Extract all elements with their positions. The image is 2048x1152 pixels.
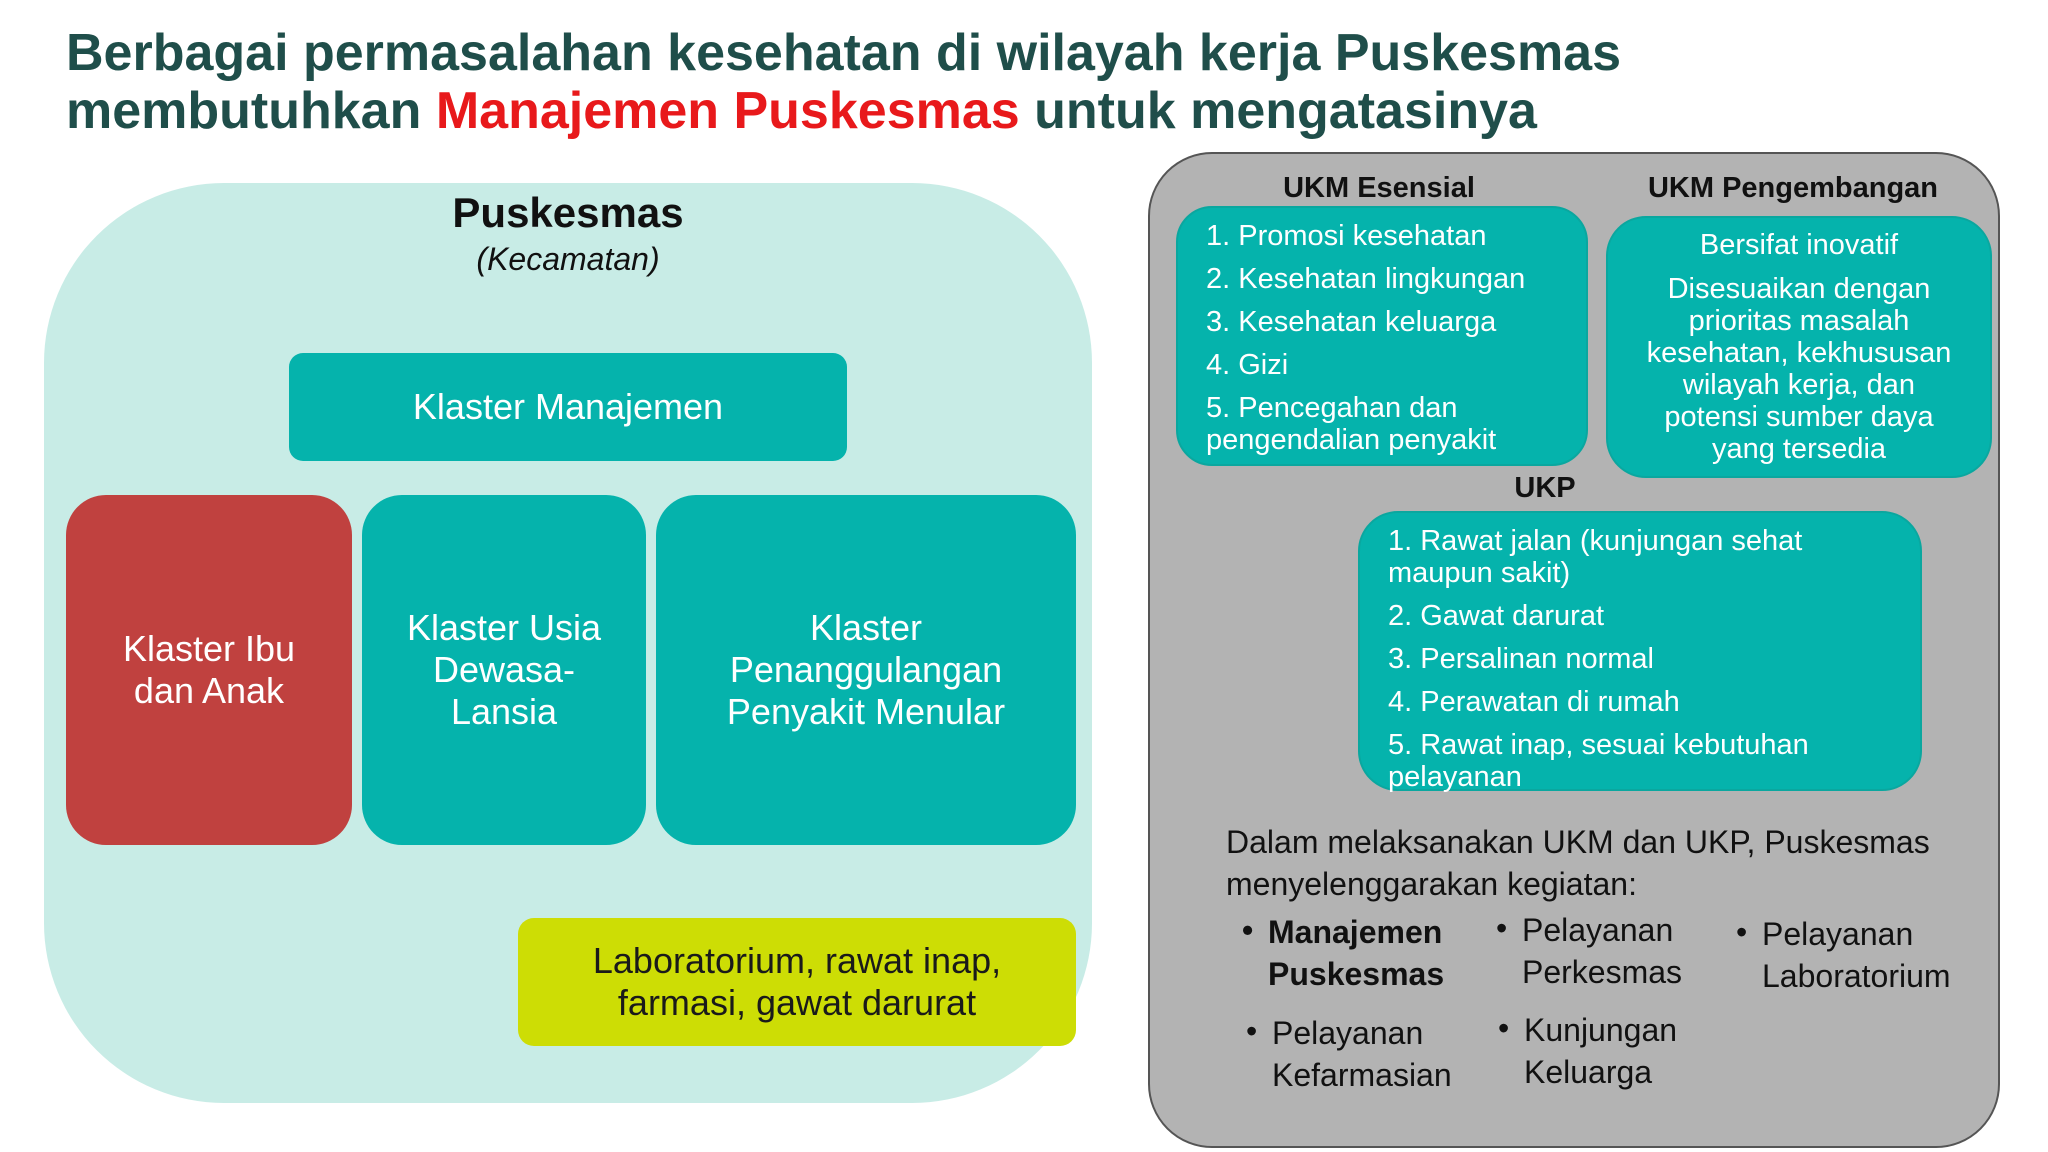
ukm-esensial-item: 3. Kesehatan keluarga	[1206, 306, 1497, 338]
ukp-item: 3. Persalinan normal	[1388, 643, 1654, 675]
kegiatan-laboratorium-line-2: Laboratorium	[1762, 958, 1951, 994]
ukp-heading: UKP	[1514, 472, 1576, 504]
kegiatan-kunjungan-line-2: Keluarga	[1524, 1054, 1653, 1090]
slide-title	[66, 24, 1621, 140]
klaster-ibu-line-2: dan Anak	[133, 670, 285, 711]
ukm-esensial-item: 4. Gizi	[1206, 349, 1289, 381]
ukm-ukp-panel	[1148, 152, 2000, 1148]
ukm-esensial-item: 5. Pencegahan dan pengendalian penyakit	[1206, 392, 1497, 456]
klaster-usia-line-2: Dewasa-	[432, 649, 576, 690]
puskesmas-title: Puskesmas	[452, 189, 684, 236]
ukm-esensial-item: 1. Promosi kesehatan	[1206, 220, 1487, 252]
ukm-esensial-list	[1206, 220, 1570, 456]
puskesmas-subtitle: (Kecamatan)	[476, 241, 660, 277]
ukm-esensial-box	[1176, 206, 1588, 466]
ukp-box	[1358, 511, 1922, 791]
klaster-ibu-line-1: Klaster Ibu	[122, 628, 296, 669]
klaster-manajemen-label: Klaster Manajemen	[412, 386, 724, 427]
ukp-list	[1388, 525, 1902, 793]
title-line-1: Berbagai permasalahan kesehatan di wilayah kerja Puskesmas	[66, 24, 1622, 82]
klaster-penyakit-line-3: Penyakit Menular	[726, 691, 1006, 732]
ukp-item: 2. Gawat darurat	[1388, 600, 1604, 632]
title-line-2-pre: membutuhkan	[66, 82, 436, 140]
title-line-2-post: untuk mengatasinya	[1019, 82, 1537, 140]
kegiatan-kefarmasian-line-2: Kefarmasian	[1272, 1057, 1452, 1093]
title-highlight: Manajemen Puskesmas	[435, 82, 1020, 140]
ukp-item: 5. Rawat inap, sesuai kebutuhan pelayanan	[1388, 729, 1809, 793]
kegiatan-laboratorium-line-1: • Pelayanan	[1762, 916, 1914, 952]
kegiatan-intro: Dalam melaksanakan UKM dan UKP, Puskesmas menyelenggarakan kegiatan:	[1226, 824, 1930, 902]
kegiatan-laboratorium-item	[1736, 913, 1951, 997]
ukm-esensial-item: 2. Kesehatan lingkungan	[1206, 263, 1526, 295]
klaster-usia-line-1: Klaster Usia	[406, 607, 602, 648]
ukm-esensial-heading: UKM Esensial	[1283, 172, 1475, 204]
lab-line-1: Laboratorium, rawat inap,	[592, 940, 1002, 981]
kegiatan-kefarmasian-line-1: • Pelayanan	[1272, 1015, 1424, 1051]
klaster-usia-box	[362, 495, 646, 845]
kegiatan-perkesmas-item	[1496, 909, 1682, 993]
ukm-pengembangan-line-2: Disesuaikan dengan prioritas masalah kesehatan, kekhususan wilayah kerja, dan potensi sumber daya yang tersedia	[1646, 273, 1952, 465]
kegiatan-manajemen-item	[1242, 911, 1444, 995]
ukm-pengembangan-line-1: Bersifat inovatif	[1699, 229, 1899, 261]
klaster-ibu-anak-box	[66, 495, 352, 845]
puskesmas-panel	[44, 183, 1092, 1103]
klaster-penyakit-box	[656, 495, 1076, 845]
ukp-item: 4. Perawatan di rumah	[1388, 686, 1680, 718]
klaster-usia-line-3: Lansia	[450, 691, 558, 732]
kegiatan-kunjungan-line-1: • Kunjungan	[1524, 1012, 1678, 1048]
kegiatan-kunjungan-item	[1498, 1009, 1677, 1093]
klaster-penyakit-line-1: Klaster	[809, 607, 923, 648]
lab-line-2: farmasi, gawat darurat	[617, 982, 977, 1023]
klaster-manajemen-box	[289, 353, 847, 461]
kegiatan-perkesmas-line-2: Perkesmas	[1522, 954, 1683, 990]
kegiatan-kefarmasian-item	[1246, 1012, 1452, 1096]
kegiatan-manajemen-line-2: Puskesmas	[1268, 956, 1445, 992]
kegiatan-perkesmas-line-1: • Pelayanan	[1522, 912, 1674, 948]
ukm-pengembangan-box	[1606, 216, 1992, 478]
ukp-item: 1. Rawat jalan (kunjungan sehat maupun sakit)	[1388, 525, 1803, 589]
lab-services-box	[518, 918, 1076, 1046]
ukm-pengembangan-heading: UKM Pengembangan	[1647, 172, 1939, 204]
kegiatan-manajemen-line-1: • Manajemen	[1268, 914, 1443, 950]
klaster-penyakit-line-2: Penanggulangan	[729, 649, 1003, 690]
